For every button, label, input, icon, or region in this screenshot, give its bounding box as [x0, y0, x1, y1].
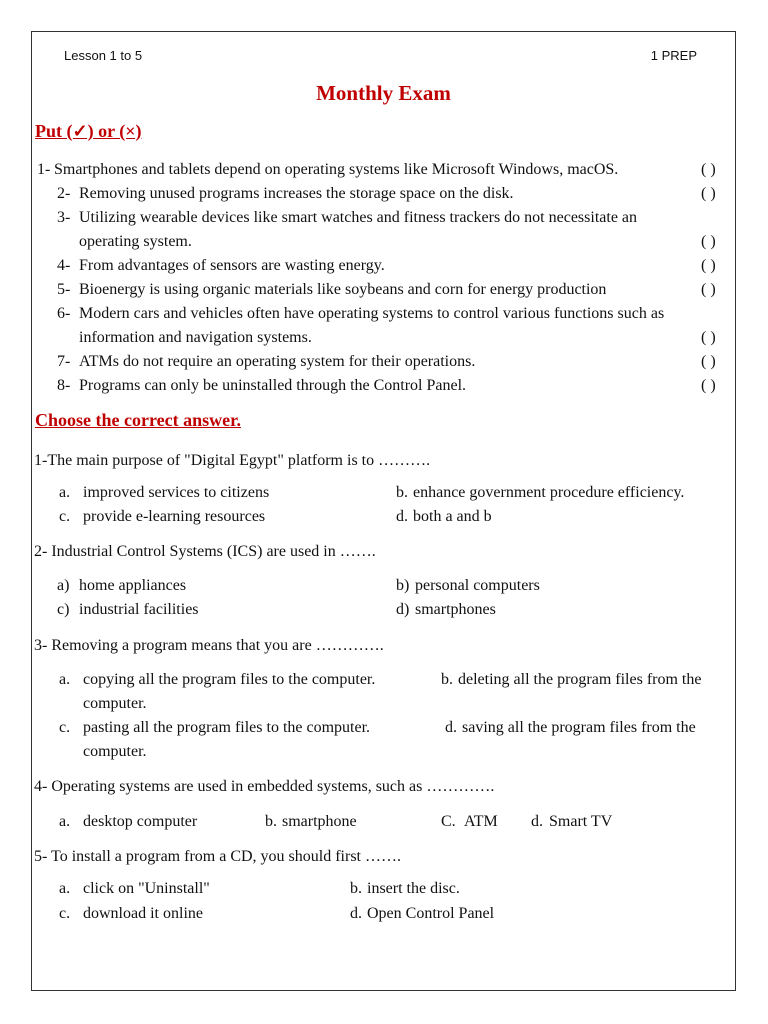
option-label: a.: [59, 813, 71, 830]
tf-text: Modern cars and vehicles often have operating systems to control various functions such as: [79, 305, 665, 322]
option-text: smartphone: [282, 813, 357, 830]
option-label: d.: [445, 719, 457, 736]
option-label: b.: [350, 880, 362, 897]
option-text: both a and b: [413, 508, 492, 525]
tf-number: 2-: [57, 185, 71, 202]
option-text: home appliances: [79, 577, 187, 594]
option-text: insert the disc.: [367, 880, 460, 897]
lesson-range: Lesson 1 to 5: [64, 48, 143, 63]
option-3a[interactable]: [59, 668, 376, 712]
option-text: enhance government procedure efficiency.: [413, 484, 685, 501]
option-1b[interactable]: [396, 481, 685, 505]
tf-number: 5-: [57, 281, 71, 298]
tf-text: Utilizing wearable devices like smart watches and fitness trackers do not necessitate an: [79, 209, 638, 226]
tf-text: Removing unused programs increases the storage space on the disk.: [79, 185, 514, 202]
option-5b[interactable]: [350, 877, 460, 901]
option-label: a.: [59, 880, 71, 897]
option-text: Smart TV: [549, 813, 613, 830]
option-3c[interactable]: [59, 716, 371, 760]
tf-text-continued: operating system.: [79, 233, 192, 250]
answer-paren[interactable]: ( ): [701, 161, 716, 178]
option-label: d.: [396, 508, 408, 525]
option-5d[interactable]: [350, 902, 495, 926]
tf-text: Bioenergy is using organic materials like soybeans and corn for energy production: [79, 281, 607, 298]
tf-text: From advantages of sensors are wasting energy.: [79, 257, 385, 274]
answer-paren[interactable]: ( ): [701, 233, 716, 250]
option-text: pasting all the program files to the computer.: [83, 719, 371, 736]
option-text: download it online: [83, 905, 203, 922]
answer-paren[interactable]: ( ): [701, 377, 716, 394]
option-text: click on "Uninstall": [83, 880, 210, 897]
option-text: deleting all the program files from the: [458, 671, 702, 688]
option-2a[interactable]: [57, 574, 187, 598]
mcq-question-2: 2- Industrial Control Systems (ICS) are used in …….: [34, 543, 376, 560]
option-label: b): [396, 577, 410, 594]
tf-number: 6-: [57, 305, 71, 322]
option-label: C.: [441, 813, 456, 830]
option-3d[interactable]: [445, 716, 696, 740]
option-5c[interactable]: [59, 902, 203, 926]
option-3b[interactable]: [441, 668, 702, 692]
option-label: d.: [350, 905, 362, 922]
section-mcq-title: Choose the correct answer.: [35, 410, 241, 430]
tf-number: 1-: [37, 161, 51, 178]
mcq-question-4: 4- Operating systems are used in embedded systems, such as ………….: [34, 778, 495, 795]
option-label: d): [396, 601, 410, 618]
option-4a[interactable]: [59, 810, 198, 834]
mcq-question-3: 3- Removing a program means that you are ………….: [34, 637, 384, 654]
answer-paren[interactable]: ( ): [701, 353, 716, 370]
option-text: industrial facilities: [79, 601, 199, 618]
option-text: copying all the program files to the computer.: [83, 671, 376, 688]
option-1c[interactable]: [59, 505, 266, 529]
option-label: b.: [396, 484, 408, 501]
option-1d[interactable]: [396, 505, 492, 529]
option-2c[interactable]: [57, 598, 199, 622]
tf-text: ATMs do not require an operating system for their operations.: [79, 353, 476, 370]
option-text: saving all the program files from the: [462, 719, 696, 736]
answer-paren[interactable]: ( ): [701, 281, 716, 298]
option-text: improved services to citizens: [83, 484, 270, 501]
option-1a[interactable]: [59, 481, 270, 505]
answer-paren[interactable]: ( ): [701, 257, 716, 274]
section-true-false-title: Put (✓) or (×): [35, 121, 142, 141]
option-text: Open Control Panel: [367, 905, 495, 922]
answer-paren[interactable]: ( ): [701, 185, 716, 202]
option-label: a.: [59, 671, 71, 688]
option-text: personal computers: [415, 577, 540, 594]
tf-number: 7-: [57, 353, 71, 370]
option-label: a.: [59, 484, 71, 501]
tf-text: Programs can only be uninstalled through the Control Panel.: [79, 377, 467, 394]
option-4b[interactable]: [265, 810, 357, 834]
option-label: b.: [265, 813, 277, 830]
exam-page: [31, 31, 736, 991]
option-text: provide e-learning resources: [83, 508, 266, 525]
option-text: smartphones: [415, 601, 496, 618]
tf-number: 4-: [57, 257, 71, 274]
tf-text-continued: information and navigation systems.: [79, 329, 312, 346]
page-title: Monthly Exam: [316, 81, 451, 105]
tf-text: Smartphones and tablets depend on operating systems like Microsoft Windows, macOS.: [54, 161, 619, 178]
option-text-continued: computer.: [83, 743, 147, 760]
option-text-continued: computer.: [83, 695, 147, 712]
grade-label: 1 PREP: [650, 48, 697, 63]
option-text: ATM: [464, 813, 498, 830]
option-label: d.: [531, 813, 543, 830]
option-label: c): [57, 601, 70, 618]
option-label: c.: [59, 719, 71, 736]
option-label: c.: [59, 508, 71, 525]
mcq-question-1: 1-The main purpose of "Digital Egypt" platform is to ……….: [34, 452, 431, 469]
option-4c[interactable]: [441, 810, 498, 834]
option-2b[interactable]: [396, 574, 540, 598]
answer-paren[interactable]: ( ): [701, 329, 716, 346]
tf-number: 8-: [57, 377, 71, 394]
tf-number: 3-: [57, 209, 71, 226]
mcq-question-5: 5- To install a program from a CD, you should first …….: [34, 848, 401, 865]
option-label: c.: [59, 905, 71, 922]
option-5a[interactable]: [59, 877, 210, 901]
option-2d[interactable]: [396, 598, 496, 622]
option-4d[interactable]: [531, 810, 613, 834]
option-text: desktop computer: [83, 813, 198, 830]
option-label: b.: [441, 671, 453, 688]
option-label: a): [57, 577, 70, 594]
